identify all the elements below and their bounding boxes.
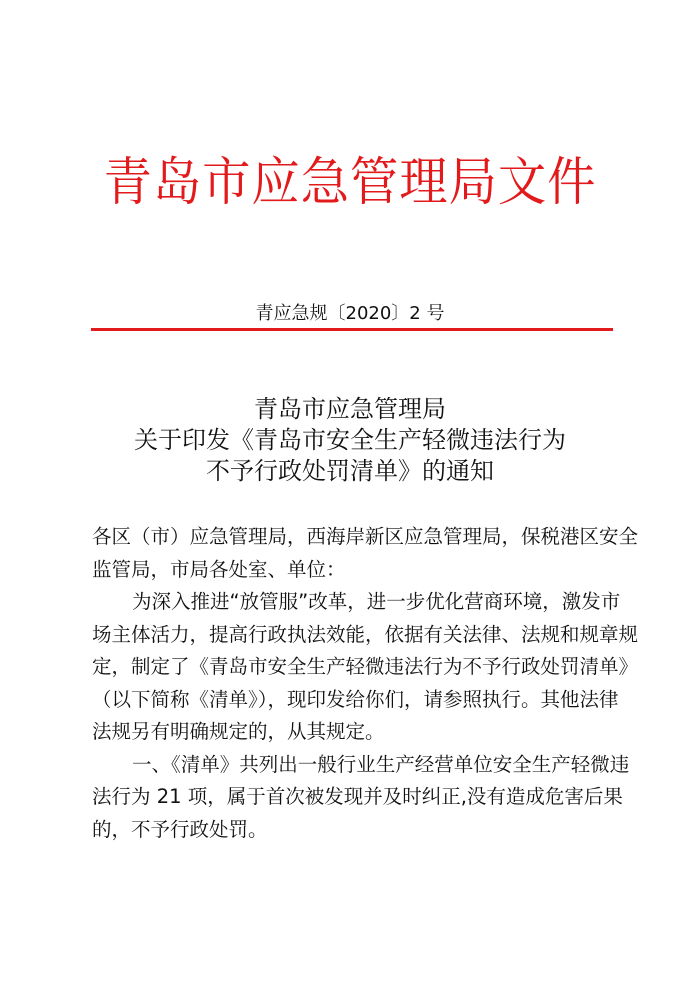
paragraph2-line-2: 法行为 21 项，属于首次被发现并及时纠正,没有造成危害后果 (92, 785, 623, 808)
paragraph1-line-1: 为深入推进“放管服”改革，进一步优化营商环境，激发市 (132, 590, 621, 613)
paragraph1-line-5: 法规另有明确规定的，从其规定。 (92, 720, 385, 743)
recipients-line-2: 监管局，市局各处室、单位： (92, 557, 346, 581)
issuer-header: 青岛市应急管理局文件 (103, 153, 597, 213)
recipients-line-1: 各区（市）应急管理局，西海岸新区应急管理局，保税港区安全 (92, 525, 639, 548)
paragraph1-line-2: 场主体活力，提高行政执法效能，依据有关法律、法规和规章规 (92, 622, 639, 646)
notice-title (0, 394, 700, 487)
title-line-1: 青岛市应急管理局 (254, 395, 446, 423)
title-line-2: 关于印发《青岛市安全生产轻微违法行为 (134, 426, 566, 454)
paragraph2-line-3: 的，不予行政处罚。 (92, 817, 268, 841)
title-line-3: 不予行政处罚清单》的通知 (206, 457, 494, 485)
red-divider-line (91, 328, 613, 331)
paragraph1-line-3: 定，制定了《青岛市安全生产轻微违法行为不予行政处罚清单》 (92, 655, 639, 678)
paragraph1-line-4: （以下简称《清单》），现印发给你们，请参照执行。其他法律 (92, 687, 619, 711)
paragraph2-line-1: 一、《清单》共列出一般行业生产经营单位安全生产轻微违 (132, 752, 630, 776)
document-number: 青应急规〔2020〕2 号 (255, 303, 445, 324)
document-body (92, 521, 639, 846)
